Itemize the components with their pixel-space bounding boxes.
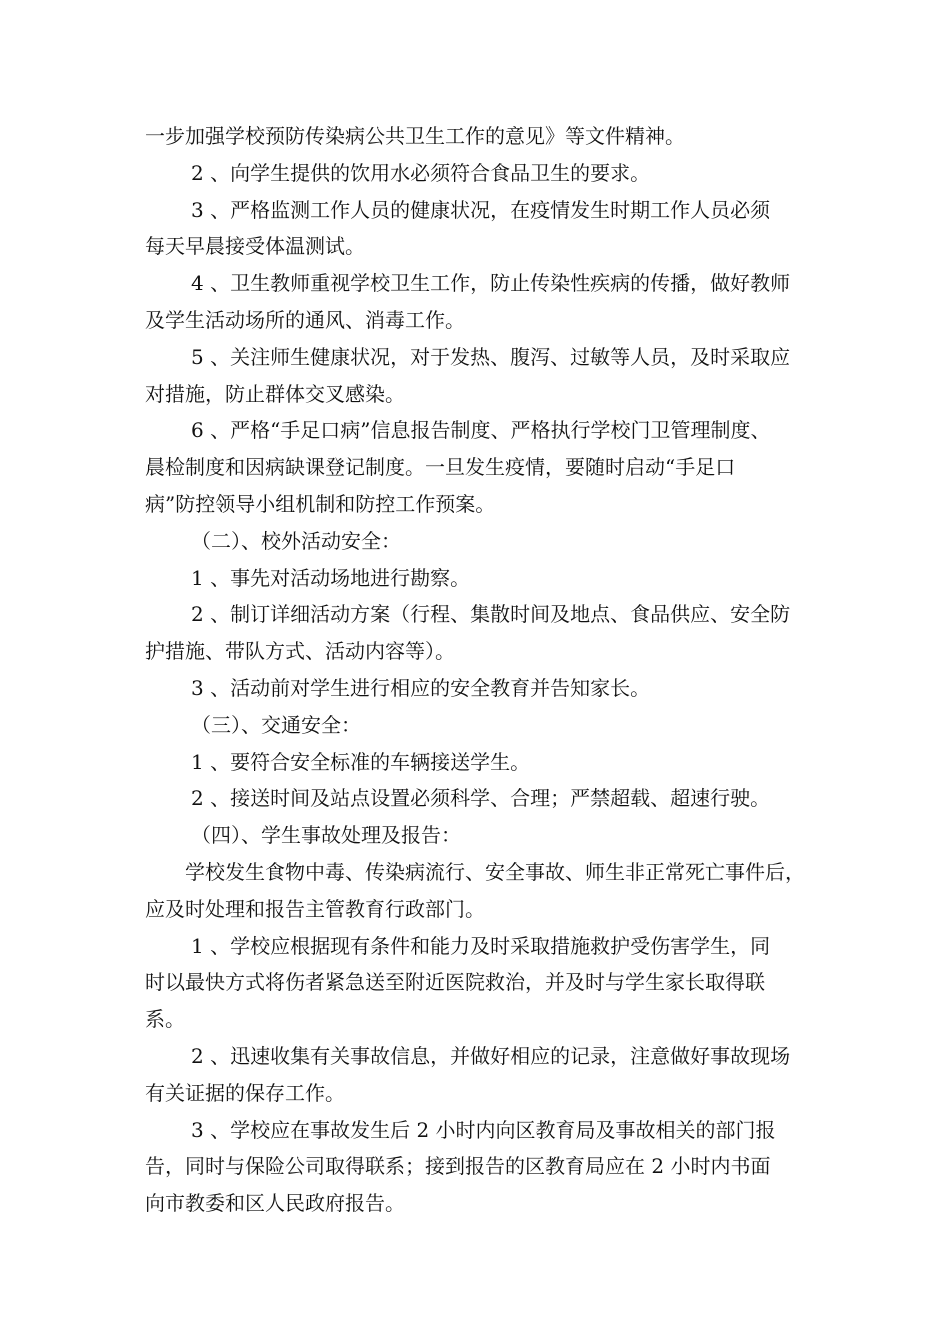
text-line: 晨检制度和因病缺课登记制度。一旦发生疫情，要随时启动“手足口	[145, 455, 736, 480]
text-line: （三）、交通安全：	[191, 712, 361, 737]
text-line: 2 、制订详细活动方案（行程、集散时间及地点、食品供应、安全防	[191, 602, 791, 627]
text-line: 3 、学校应在事故发生后 2 小时内向区教育局及事故相关的部门报	[191, 1117, 776, 1142]
text-line: 病”防控领导小组机制和防控工作预案。	[145, 491, 496, 516]
text-line: 对措施，防止群体交叉感染。	[145, 381, 405, 406]
text-line: 1 、事先对活动场地进行勘察。	[191, 565, 471, 590]
text-line: 3 、严格监测工作人员的健康状况，在疫情发生时期工作人员必须	[191, 197, 771, 222]
text-line: 护措施、带队方式、活动内容等）。	[145, 639, 455, 664]
text-line: 学校发生食物中毒、传染病流行、安全事故、师生非正常死亡事件后，	[185, 859, 805, 884]
text-line: 系。	[145, 1007, 185, 1032]
text-line: 2 、接送时间及站点设置必须科学、合理；严禁超载、超速行驶。	[191, 786, 771, 811]
text-line: 时以最快方式将伤者紧急送至附近医院救治，并及时与学生家长取得联	[145, 970, 765, 995]
text-line: 有关证据的保存工作。	[145, 1080, 345, 1105]
text-line: （四）、学生事故处理及报告：	[191, 823, 461, 848]
text-line: 一步加强学校预防传染病公共卫生工作的意见》等文件精神。	[145, 124, 685, 148]
text-line: 及学生活动场所的通风、消毒工作。	[145, 307, 465, 332]
text-line: 告，同时与保险公司取得联系；接到报告的区教育局应在 2 小时内书面	[145, 1154, 771, 1179]
text-line: 5 、关注师生健康状况，对于发热、腹泻、过敏等人员，及时采取应	[191, 344, 791, 369]
text-line: （二）、校外活动安全：	[191, 528, 401, 553]
text-line: 1 、学校应根据现有条件和能力及时采取措施救护受伤害学生，同	[191, 933, 771, 958]
document-body	[145, 118, 835, 1222]
text-line: 3 、活动前对学生进行相应的安全教育并告知家长。	[191, 675, 651, 700]
text-line: 1 、要符合安全标准的车辆接送学生。	[191, 749, 531, 774]
text-line: 每天早晨接受体温测试。	[145, 234, 365, 259]
text-line: 4 、卫生教师重视学校卫生工作，防止传染性疾病的传播，做好教师	[191, 271, 791, 296]
text-line: 6 、严格“手足口病”信息报告制度、严格执行学校门卫管理制度、	[191, 418, 771, 443]
text-line: 2 、迅速收集有关事故信息，并做好相应的记录，注意做好事故现场	[191, 1043, 791, 1068]
text-line: 2 、向学生提供的饮用水必须符合食品卫生的要求。	[191, 160, 651, 185]
text-line: 向市教委和区人民政府报告。	[145, 1191, 405, 1216]
text-line: 应及时处理和报告主管教育行政部门。	[145, 896, 485, 921]
